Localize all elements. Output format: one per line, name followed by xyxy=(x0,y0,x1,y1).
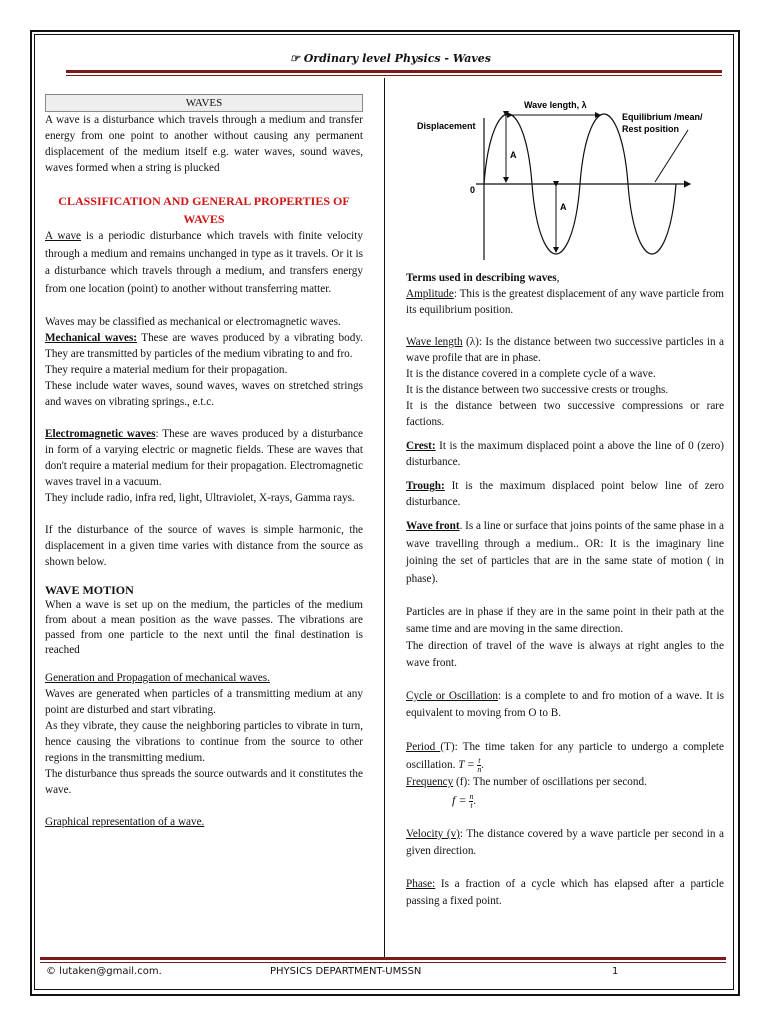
wavelength-text: (λ): Is the distance between two successive particles in a wave profile that are in phase. xyxy=(406,336,724,364)
left-column xyxy=(45,94,363,830)
period-formula-end: . xyxy=(481,759,485,771)
terms-heading xyxy=(406,270,724,286)
period-numerator: t xyxy=(478,755,481,765)
frequency-denominator: t xyxy=(470,800,473,810)
period-definition xyxy=(406,738,724,774)
cycle-term: Cycle or Oscillation xyxy=(406,690,498,702)
crest-term: Crest: xyxy=(406,440,436,452)
amplitude-label-bottom: A xyxy=(560,202,567,212)
period-formula-lhs: T = xyxy=(458,759,475,771)
trough-text: It is the maximum displaced point below line of zero disturbance. xyxy=(406,480,724,508)
mechanical-line-2: They require a material medium for their propagation. xyxy=(45,364,288,376)
amplitude-text: : This is the greatest displacement of any wave particle from its equilibrium position. xyxy=(406,288,724,316)
electromagnetic-term: Electromagnetic waves xyxy=(45,428,156,440)
period-term: Period xyxy=(406,741,441,753)
mechanical-waves xyxy=(45,330,363,362)
frequency-formula-end: . xyxy=(473,793,477,807)
frequency-formula-lhs: f = xyxy=(452,793,467,807)
period-denominator: n xyxy=(477,764,482,774)
generation-heading: Generation and Propagation of mechanical waves. xyxy=(45,672,270,684)
crest-text: It is the maximum displaced point a above the line of 0 (zero) disturbance. xyxy=(406,440,724,468)
origin-label: 0 xyxy=(470,185,476,195)
wavefront-term: Wave front xyxy=(406,520,460,532)
frequency-definition xyxy=(406,774,724,790)
page-header xyxy=(290,52,491,65)
trough-definition xyxy=(406,478,724,510)
mechanical-line-3: These include water waves, sound waves, waves on stretched strings and waves on vibrating springs., e.t.c. xyxy=(45,380,363,408)
generation-line-1: Waves are generated when particles of a transmitting medium at any point are disturbed and start vibrating. xyxy=(45,688,363,716)
amplitude-term: Amplitude xyxy=(406,288,454,300)
classification-heading: CLASSIFICATION AND GENERAL PROPERTIES OF WAVES xyxy=(58,194,350,226)
wavelength-line-4: It is the distance between two successive compressions or rare factions. xyxy=(406,400,724,428)
wavelength-definition xyxy=(406,334,724,366)
header-rule xyxy=(66,70,722,73)
pointing-hand-icon: ☞ xyxy=(290,52,300,65)
period-text: (T): The time taken for any particle to undergo a complete oscillation. xyxy=(406,741,724,771)
cycle-definition xyxy=(406,688,724,722)
footer-department: PHYSICS DEPARTMENT-UMSSN xyxy=(270,966,422,977)
frequency-term: Frequency xyxy=(406,776,454,788)
amplitude-definition xyxy=(406,286,724,318)
graphical-heading: Graphical representation of a wave. xyxy=(45,816,205,828)
generation-line-2: As they vibrate, they cause the neighboring particles to vibrate in turn, hence causing the vibrations to continue from the source to other regions in the transmitting medium. xyxy=(45,720,363,764)
frequency-formula xyxy=(406,790,724,810)
trough-term: Trough: xyxy=(406,480,445,492)
wave-definition xyxy=(45,228,363,298)
column-divider xyxy=(384,78,385,958)
mechanical-text: These are waves produced by a vibrating body. They are transmitted by particles of the medium vibrating to and fro. xyxy=(45,332,363,360)
shm-paragraph: If the disturbance of the source of waves is simple harmonic, the displacement in a given time varies with distance from the source as shown below. xyxy=(45,524,363,568)
terms-heading-text: Terms used in describing waves xyxy=(406,272,557,284)
footer-email: © lutaken@gmail.com. xyxy=(46,966,162,977)
generation-line-3: The disturbance thus spreads the source outwards and it constitutes the wave. xyxy=(45,768,363,796)
classification-text: Waves may be classified as mechanical or electromagnetic waves. xyxy=(45,316,341,328)
phase-term: Phase: xyxy=(406,878,436,890)
waves-title-box: WAVES xyxy=(45,94,363,112)
wavelength-line-3: It is the distance between two successive crests or troughs. xyxy=(406,384,669,396)
wave-motion-text: When a wave is set up on the medium, the particles of the medium from about a mean position as the wave passes. The vibrations are passed from one particle to the next until the final destination is reached xyxy=(45,599,363,656)
wave-diagram xyxy=(400,92,730,267)
wavelength-label: Wave length, λ xyxy=(524,100,587,110)
phase-text: Is a fraction of a cycle which has elapsed after a particle passing a fixed point. xyxy=(406,878,724,907)
mechanical-term: Mechanical waves: xyxy=(45,332,138,344)
right-column xyxy=(406,270,724,910)
phase-definition xyxy=(406,876,724,910)
wavelength-term: Wave length xyxy=(406,336,463,348)
electromagnetic-line-2: They include radio, infra red, light, Ultraviolet, X-rays, Gamma rays. xyxy=(45,492,355,504)
equilibrium-label-2: Rest position xyxy=(622,124,680,134)
wave-definition-text: is a periodic disturbance which travels with finite velocity through a medium and remains unchanged in type as it travels. Or it is a disturbance which travels through a medium, and transfers energy from one location (point) to another without transferring matter. xyxy=(45,230,363,295)
wavefront-text: . Is a line or surface that joins points of the same phase in a wave travelling through a medium.. OR: It is the imaginary line joining the set of particles that are in the same state of motion ( in phase). xyxy=(406,520,724,585)
period-formula xyxy=(458,755,485,774)
velocity-term: Velocity (v) xyxy=(406,828,460,840)
intro-paragraph: A wave is a disturbance which travels through a medium and transfer energy from one point to another without causing any permanent displacement of the medium itself e.g. water waves, sound waves, waves formed when a string is plucked xyxy=(45,114,363,174)
wavefront-definition xyxy=(406,518,724,588)
velocity-text: : The distance covered by a wave particle per second in a given direction. xyxy=(406,828,724,857)
frequency-text: (f): The number of oscillations per second. xyxy=(453,776,647,788)
footer-rule-thin xyxy=(40,962,726,963)
wavelength-line-2: It is the distance covered in a complete cycle of a wave. xyxy=(406,368,656,380)
wave-motion-heading: WAVE MOTION xyxy=(45,583,134,597)
equilibrium-pointer xyxy=(655,130,688,182)
frequency-numerator: n xyxy=(469,791,474,801)
footer-page-number: 1 xyxy=(612,966,619,977)
footer-rule xyxy=(40,957,726,960)
header-title: Ordinary level Physics - Waves xyxy=(303,52,491,65)
amplitude-label-top: A xyxy=(510,150,517,160)
electromagnetic-waves xyxy=(45,426,363,490)
terms-heading-comma: , xyxy=(556,272,560,284)
direction-paragraph: The direction of travel of the wave is always at right angles to the wave front. xyxy=(406,640,724,669)
header-rule-thin xyxy=(66,75,722,76)
velocity-definition xyxy=(406,826,724,860)
wave-term: A wave xyxy=(45,230,82,242)
equilibrium-label-1: Equilibrium /mean/ xyxy=(622,112,703,122)
crest-definition xyxy=(406,438,724,470)
electromagnetic-text: : These are waves produced by a disturbance in form of a varying electric or magnetic fields. These are waves that don't require a material medium for their propagation. Electromagnetic waves travel in a vacuum. xyxy=(45,428,363,488)
displacement-label: Displacement xyxy=(417,121,476,131)
cycle-text: : is a complete to and fro motion of a wave. It is equivalent to moving from O to B. xyxy=(406,690,724,719)
inphase-paragraph: Particles are in phase if they are in the same point in their path at the same time and are moving in the same direction. xyxy=(406,606,724,635)
